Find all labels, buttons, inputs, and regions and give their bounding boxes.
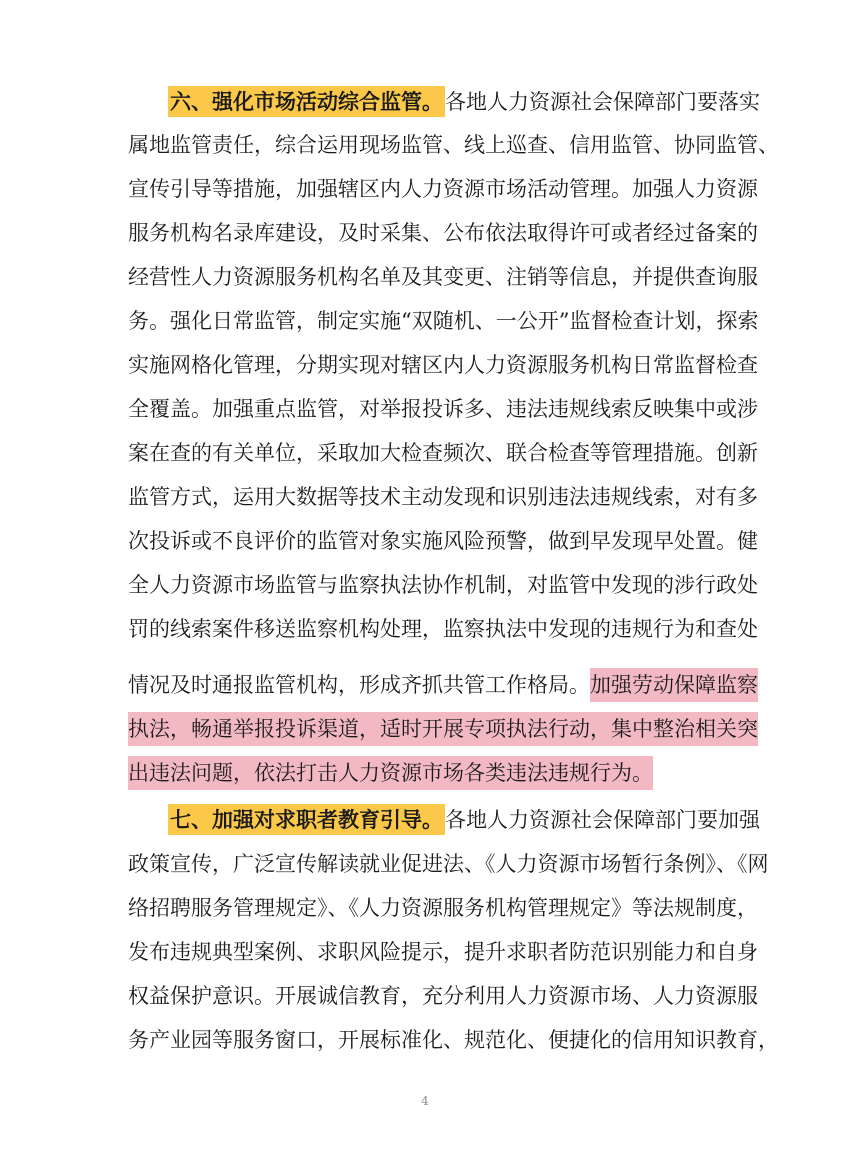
section7-line-4: 权益保护意识。开展诚信教育，充分利用人力资源市场、人力资源服: [128, 984, 758, 1008]
page-number: 4: [421, 1094, 429, 1108]
section6-line-8: 案在查的有关单位，采取加大检查频次、联合检查等管理措施。创新: [128, 441, 758, 465]
section6-line-13-row: [128, 664, 758, 706]
section7-heading: 七、加强对求职者教育引导。: [168, 804, 445, 835]
section6-line-5: 务。强化日常监管，制定实施“双随机、一公开”监督检查计划，探索: [128, 309, 759, 333]
section6-line-12: 罚的线索案件移送监察机构处理，监察执法中发现的违规行为和查处: [128, 617, 758, 641]
section6-line-2: 宣传引导等措施，加强辖区内人力资源市场活动管理。加强人力资源: [128, 177, 758, 201]
section6-first-line: [168, 81, 760, 123]
section7-first-line: [168, 799, 760, 841]
section6-line-13: 情况及时通报监管机构，形成齐抓共管工作格局。: [128, 673, 590, 697]
section6-line-9: 监管方式，运用大数据等技术主动发现和识别违法违规线索，对有多: [128, 485, 758, 509]
section6-highlight-row-1: [128, 708, 758, 750]
section6-line-6: 实施网格化管理，分期实现对辖区内人力资源服务机构日常监督检查: [128, 353, 758, 377]
section6-line-0: 各地人力资源社会保障部门要落实: [445, 90, 760, 114]
section6-line-4: 经营性人力资源服务机构名单及其变更、注销等信息，并提供查询服: [128, 265, 758, 289]
section6-highlight-start: 加强劳动保障监察: [590, 668, 758, 702]
section6-line-3: 服务机构名录库建设，及时采集、公布依法取得许可或者经过备案的: [128, 221, 758, 245]
section7-line-0: 各地人力资源社会保障部门要加强: [445, 808, 760, 832]
section6-highlight-line-2: 出违法问题，依法打击人力资源市场各类违法违规行为。: [128, 756, 653, 790]
section6-highlight-row-2: [128, 752, 653, 794]
section7-line-2: 络招聘服务管理规定》、《人力资源服务机构管理规定》等法规制度，: [128, 896, 758, 920]
section6-heading: 六、强化市场活动综合监管。: [168, 86, 445, 117]
section6-line-7: 全覆盖。加强重点监管，对举报投诉多、违法违规线索反映集中或涉: [128, 397, 758, 421]
section6-line-1: 属地监管责任，综合运用现场监管、线上巡查、信用监管、协同监管、: [128, 133, 779, 157]
section7-line-3: 发布违规典型案例、求职风险提示，提升求职者防范识别能力和自身: [128, 940, 758, 964]
section6-highlight-line-1: 执法，畅通举报投诉渠道，适时开展专项执法行动，集中整治相关突: [128, 712, 758, 746]
section6-line-10: 次投诉或不良评价的监管对象实施风险预警，做到早发现早处置。健: [128, 529, 758, 553]
section6-line-11: 全人力资源市场监管与监察执法协作机制，对监管中发现的涉行政处: [128, 573, 758, 597]
section7-line-1: 政策宣传，广泛宣传解读就业促进法、《人力资源市场暂行条例》、《网: [128, 852, 769, 876]
section7-line-5: 务产业园等服务窗口，开展标准化、规范化、便捷化的信用知识教育，: [128, 1028, 779, 1052]
